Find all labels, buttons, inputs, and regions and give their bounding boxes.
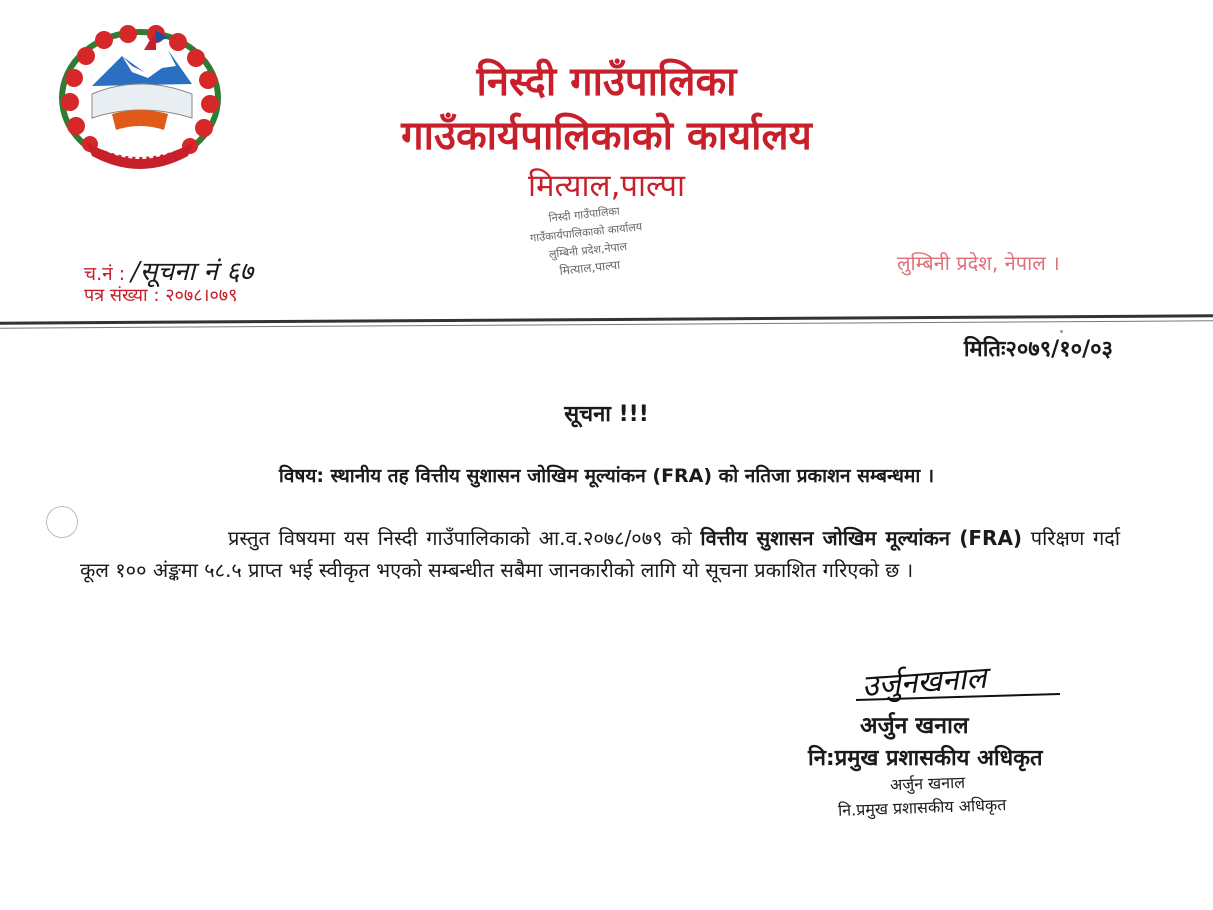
body-part-2: परिक्षण गर्दा कूल १०० अंङ्कमा ५८.५ प्राप्त भई स्वीकृत भएको सम्बन्धीत सबैमा जानकारीको लागि यो सूचना प्रकाशित गरिएको छ ।	[80, 526, 1121, 582]
issue-date: मितिः२०७९/१०/०३	[963, 337, 1113, 362]
svg-text:निस्दी गाउँपालिका: निस्दी गाउँपालिका	[548, 204, 621, 225]
body-part-1: प्रस्तुत विषयमा यस निस्दी गाउँपालिकाको आ.व.२०७८/०७९ को	[228, 526, 701, 550]
svg-text:उर्जुनखनाल: उर्जुनखनाल	[860, 660, 988, 705]
org-name: निस्दी गाउँपालिका	[476, 59, 737, 105]
punch-hole	[46, 506, 78, 538]
stamp-signer-name: अर्जुन खनाल	[889, 772, 966, 795]
office-stamp-icon	[512, 196, 662, 286]
svg-text:मित्याल,पाल्पा: मित्याल,पाल्पा	[558, 257, 621, 278]
reference-handwritten: /सूचना नं ६७	[131, 257, 254, 287]
signer-title: नि:प्रमुख प्रशासकीय अधिकृत	[808, 746, 1043, 771]
signer-name: अर्जुन खनाल	[860, 713, 969, 739]
body-bold: वित्तीय सुशासन जोखिम मूल्यांकन (FRA)	[700, 526, 1023, 550]
svg-text:लुम्बिनी प्रदेश,नेपाल: लुम्बिनी प्रदेश,नेपाल	[548, 239, 628, 262]
notice-body	[80, 522, 1120, 586]
office-name: गाउँकार्यपालिकाको कार्यालय	[401, 113, 812, 159]
province-label: लुम्बिनी प्रदेश, नेपाल ।	[897, 251, 1060, 275]
letter-number: पत्र संख्या : २०७८।०७९	[84, 285, 238, 306]
svg-text:गाउँकार्यपालिकाको कार्यालय: गाउँकार्यपालिकाको कार्यालय	[529, 220, 643, 245]
signature-icon	[852, 654, 1066, 712]
stamp-signer-title: नि.प्रमुख प्रशासकीय अधिकृत	[837, 795, 1007, 820]
reference-label: च.नं :	[84, 263, 126, 285]
notice-title: सूचना !!!	[564, 402, 649, 427]
subject-line: विषय: स्थानीय तह वित्तीय सुशासन जोखिम मूल्यांकन (FRA) को नतिजा प्रकाशन सम्बन्धमा ।	[278, 465, 935, 487]
org-location: मित्याल,पाल्पा	[527, 168, 685, 204]
